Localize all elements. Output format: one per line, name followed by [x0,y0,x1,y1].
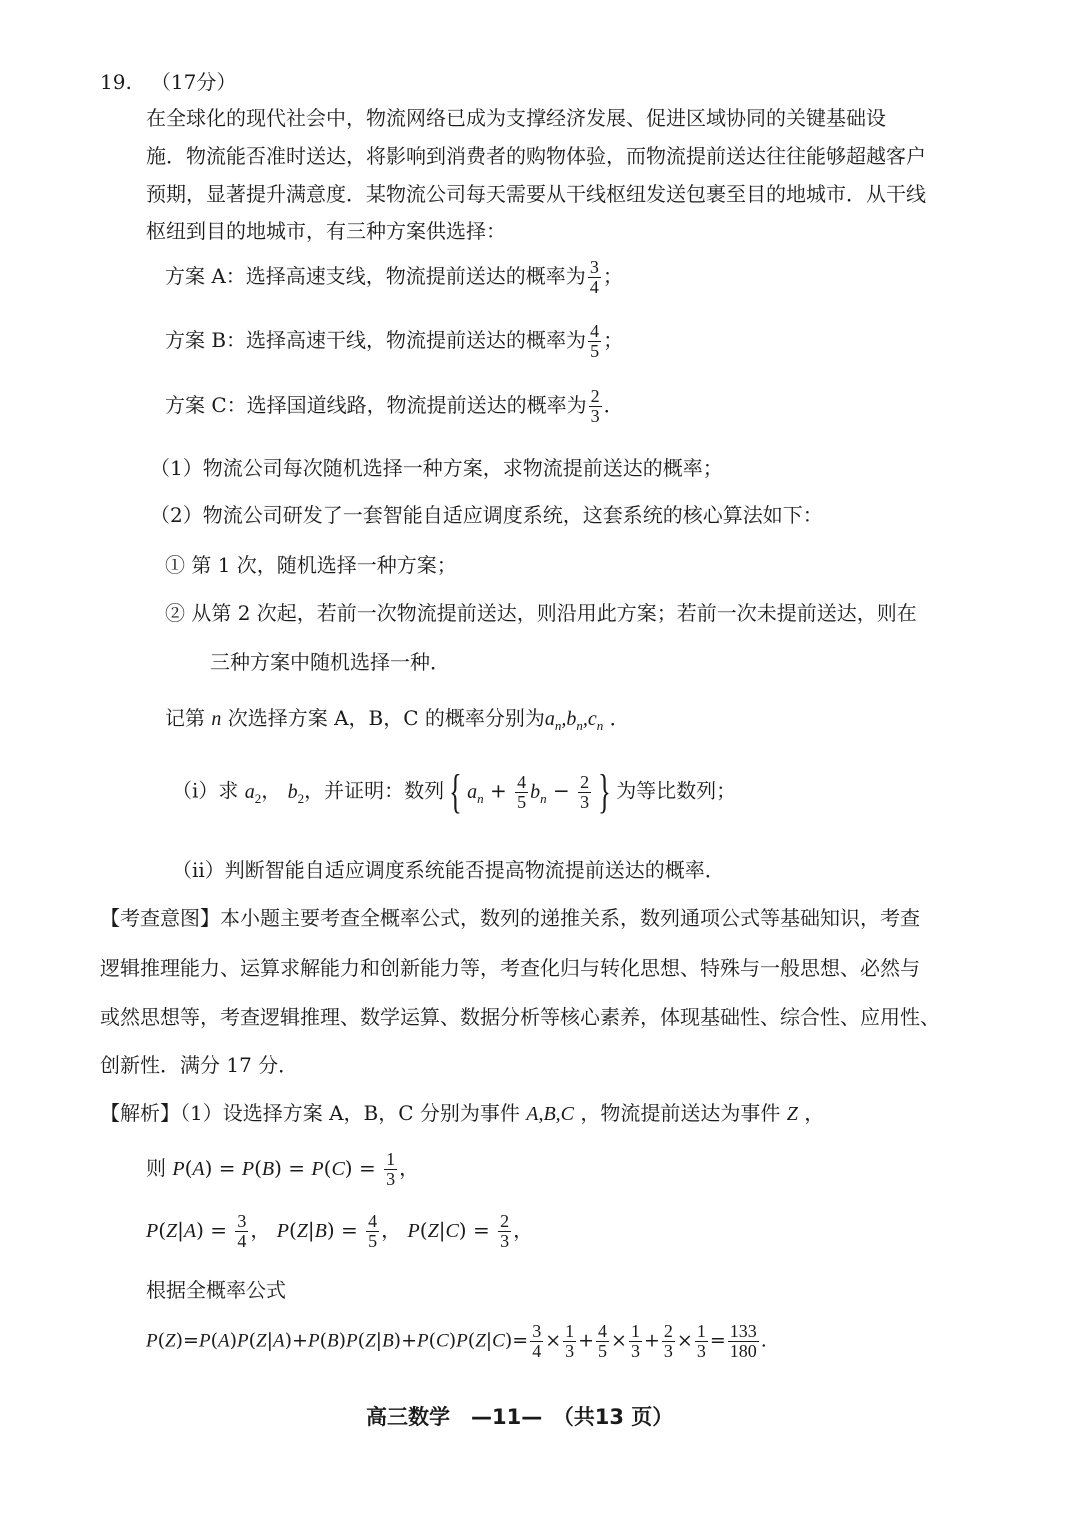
record-line: 记第 n 次选择方案 A，B，C 的概率分别为$a_n,b_n,c_n$ ． [165,706,630,733]
plan-b: 方案 B：选择高速干线，物流提前送达的概率为 $\frac{4}{5}$ ； [165,321,624,361]
page-footer: 高三数学 —11— （共13 页） [366,1405,674,1429]
question-number: 19. [100,70,132,94]
plan-c-text: 方案 C：选择国道线路，物流提前送达的概率为 [165,392,587,417]
intro-line-2: 施．物流能否准时送达，将影响到消费者的购物体验，而物流提前送达往往能够超越客户 [146,144,926,168]
plan-b-text: 方案 B：选择高速干线，物流提前送达的概率为 [165,327,587,352]
step-1: ① 第 1 次，随机选择一种方案； [165,553,457,577]
prob-equal-line: 则 P(A) = P(B) = P(C) = $\frac{1}{3}$ ， [146,1149,420,1189]
plan-b-fraction: $\frac{4}{5}$ [590,321,600,361]
plan-c-fraction: $\frac{2}{3}$ [590,386,600,426]
plan-a: 方案 A：选择高速支线，物流提前送达的概率为 $\frac{3}{4}$ ； [165,257,623,297]
sub-question-i: （i）求 $a_2$， $b_2$，并证明：数列 { $a_n$ + $\frac{4}{5}$ $b_n$ − $\frac{2}{3}$ } 为等比数列； [172,765,737,818]
step-2-cont: 三种方案中随机选择一种． [210,650,450,674]
formula-label: 根据全概率公式 [146,1278,286,1302]
intro-line-4: 枢纽到目的地城市，有三种方案供选择： [146,219,506,243]
plan-a-text: 方案 A：选择高速支线，物流提前送达的概率为 [165,263,586,288]
conditional-probs-line: P(Z|A) = $\frac{3}{4}$ ， P(Z|B) = $\frac{4}{5}$ ， P(Z|C) = $\frac{2}{3}$ ， [146,1211,534,1251]
question-header [100,72,236,92]
intro-line-3: 预期，显著提升满意度．某物流公司每天需要从干线枢纽发送包裹至目的地城市．从干线 [146,182,926,206]
intent-line-2: 逻辑推理能力、运算求解能力和创新能力等，考查化归与转化思想、特殊与一般思想、必然与 [100,956,920,980]
total-probability-equation: P(Z)=P(A)P(Z|A)+P(B)P(Z|B)+P(C)P(Z|C)= $\frac{3}{4}$ × $\frac{1}{3}$ + $\frac{4}{5}$ × $\frac{1}{3}$ + $\frac{2}{3}$ × $\frac{1}{3}$ = $\frac{133}{180}$ . [146,1321,767,1361]
intent-line-4: 创新性．满分 17 分． [100,1053,299,1077]
intro-line-1: 在全球化的现代社会中，物流网络已成为支撑经济发展、促进区域协同的关键基础设 [146,106,886,130]
plan-a-fraction: $\frac{3}{4}$ [589,257,599,297]
intent-line-3: 或然思想等，考查逻辑推理、数学运算、数据分析等核心素养，体现基础性、综合性、应用性、 [100,1005,940,1029]
part-2: （2）物流公司研发了一套智能自适应调度系统，这套系统的核心算法如下： [150,503,823,527]
analysis-line: 【解析】（1）设选择方案 A，B，C 分别为事件 A,B,C ，物流提前送达为事件 Z ， [100,1101,825,1125]
step-2: ② 从第 2 次起，若前一次物流提前送达，则沿用此方案；若前一次未提前送达，则在 [165,601,917,625]
plan-c: 方案 C：选择国道线路，物流提前送达的概率为 $\frac{2}{3}$ ． [165,386,624,426]
intent-line-1: 【考查意图】本小题主要考查全概率公式，数列的递推关系，数列通项公式等基础知识，考查 [100,906,920,930]
sub-question-ii: （ii）判断智能自适应调度系统能否提高物流提前送达的概率． [172,858,725,882]
seq-abc: $a_n,b_n,c_n$ [544,708,604,733]
question-score: （17分） [150,70,237,94]
part-1: （1）物流公司每次随机选择一种方案，求物流提前送达的概率； [150,456,723,480]
